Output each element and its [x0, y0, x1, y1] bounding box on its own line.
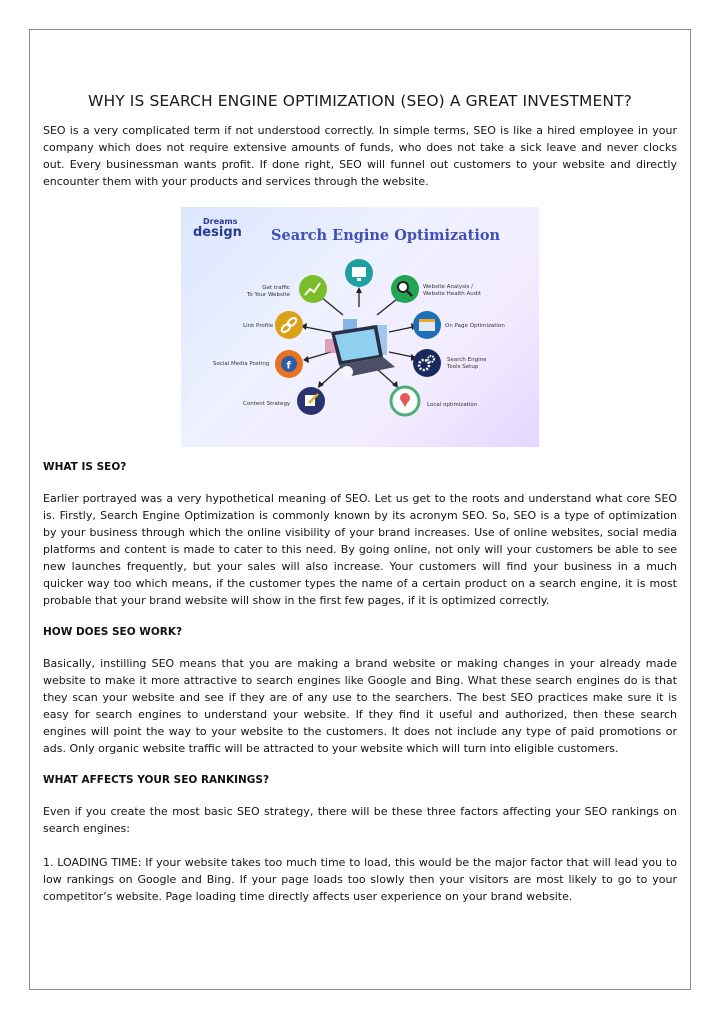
label-tools-setup: Search Engine Tools Setup	[447, 357, 487, 370]
label-on-page: On Page Optimization	[445, 323, 505, 329]
dreams-design-logo: Dreams design	[193, 217, 242, 240]
paragraph-how-seo-works: Basically, instilling SEO means that you are making a brand website or making changes in your already made website to make it more attractive to search engines like Google and Bing. What these search engines do is that they scan your website and see if they are of any use to the searchers. The best SEO practices make sure it is easy for search engines to understand your website. If they find it useful and authorized, then these search engines will point the way to your website to the customers. It does not include any type of paid promotions or ads. Only organic website traffic will be attracted to your website which will turn into eligible customers.	[43, 657, 677, 755]
heading-how-seo-works: HOW DOES SEO WORK?	[43, 626, 183, 638]
magnifier-icon	[391, 275, 419, 303]
paragraph-loading-time: 1. LOADING TIME: If your website takes too much time to load, this would be the major factor that will lead you to low rankings on Google and Bing. If your page loads too slowly then your visitors are most likely to go to your competitor’s website. Page loading time directly affects user experience on your brand website.	[43, 856, 677, 903]
heading-what-is-seo: WHAT IS SEO?	[43, 461, 127, 473]
chart-icon	[299, 275, 327, 303]
label-content-strategy: Content Strategy	[243, 401, 291, 407]
page-title: WHY IS SEARCH ENGINE OPTIMIZATION (SEO) A GREAT INVESTMENT?	[88, 92, 632, 110]
edit-icon	[297, 387, 325, 415]
label-website-analysis: Website Analysis / Website Health Audit	[423, 284, 481, 297]
document-body	[43, 92, 677, 905]
browser-icon	[413, 311, 441, 339]
gears-icon	[413, 349, 441, 377]
illustration-heading: Search Engine Optimization	[271, 227, 501, 244]
heading-seo-rankings: WHAT AFFECTS YOUR SEO RANKINGS?	[43, 774, 270, 786]
label-local-optimization: Local optimization	[427, 402, 478, 408]
monitor-icon	[345, 259, 373, 287]
link-icon	[275, 311, 303, 339]
intro-paragraph: SEO is a very complicated term if not understood correctly. In simple terms, SEO is like a hired employee in your company which does not require extensive amounts of funds, who does not take a sick leave and never clocks out. Every businessman wants profit. If done right, SEO will funnel out customers to your website and directly encounter them with your products and services through the website.	[43, 124, 677, 188]
label-link-profile: Link Profile	[243, 323, 274, 329]
paragraph-seo-rankings: Even if you create the most basic SEO strategy, there will be these three factors affecting your SEO rankings on search engines:	[43, 805, 677, 835]
label-get-traffic: Get traffic To Your Website	[247, 285, 290, 298]
seo-illustration	[181, 207, 539, 447]
location-pin-icon	[391, 387, 419, 415]
facebook-icon	[275, 350, 303, 378]
label-social-media: Social Media Posting	[213, 361, 270, 367]
svg-text:f: f	[286, 360, 291, 372]
paragraph-what-is-seo: Earlier portrayed was a very hypothetical meaning of SEO. Let us get to the roots and understand what core SEO is. Firstly, Search Engine Optimization is commonly known by its acronym SEO. So, SEO is a type of optimization by your business through which the online visibility of your brand increases. Use of online websites, social media platforms and content is made to cater to this need. By going online, not only will your customers be able to see new launches frequently, but your sales will also increase. Your customers will find your business in a much quicker way too which means, if the customer types the name of a certain product on a search engine, it is most probable that your brand website will show in the first few pages, if it is optimized correctly.	[43, 492, 677, 607]
